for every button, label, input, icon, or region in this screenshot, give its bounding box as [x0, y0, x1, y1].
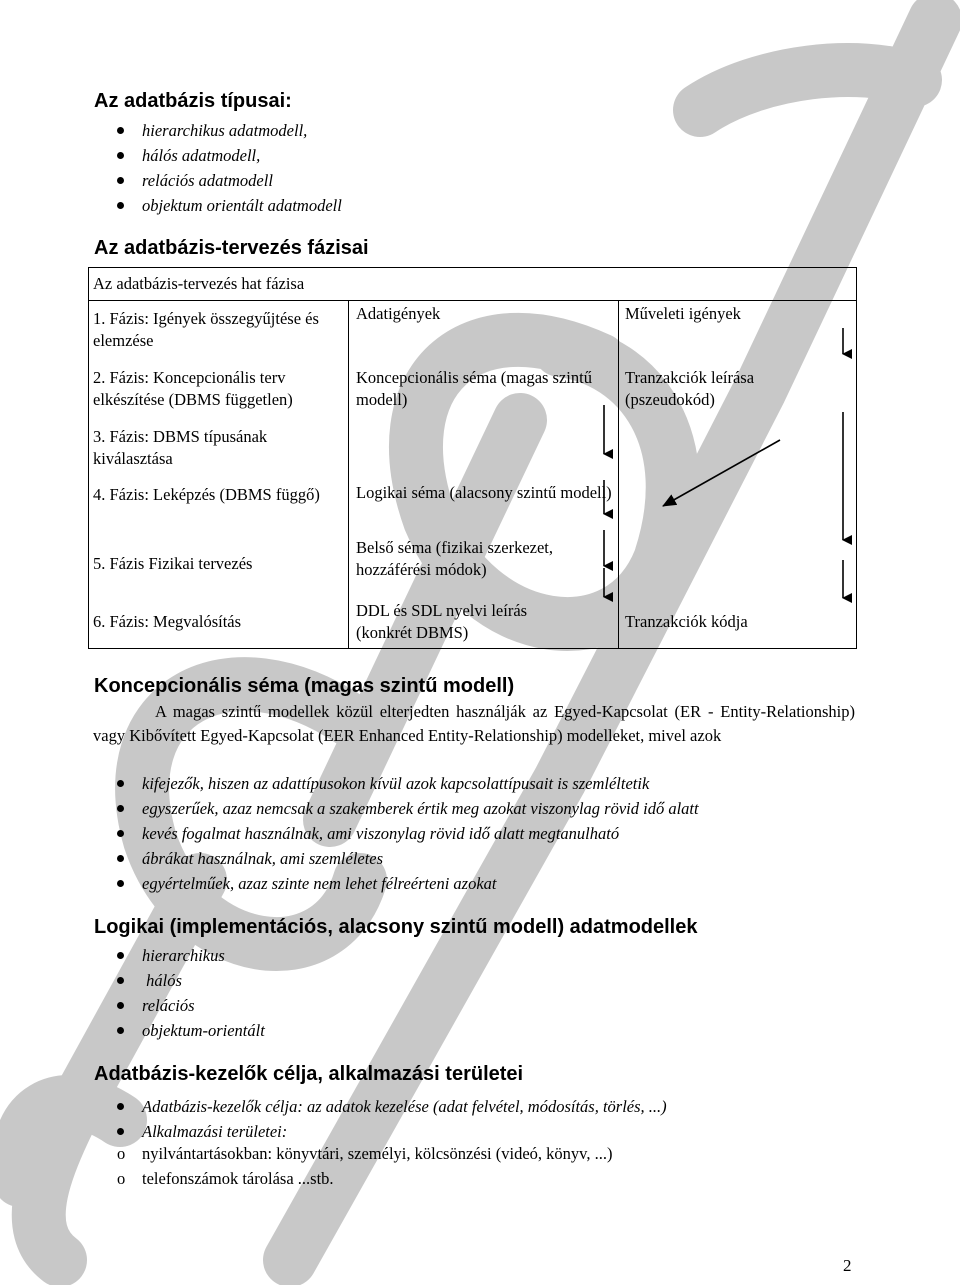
list-item: Adatbázis-kezelők célja: az adatok kezelése (adat felvétel, módosítás, törlés, ...) [95, 1094, 667, 1119]
list-item: hálós [95, 968, 265, 993]
phase-5: 5. Fázis Fizikai tervezés [93, 554, 253, 573]
transaction-description: Tranzakciók leírása (pszeudokód) [625, 368, 755, 409]
list-item: ábrákat használnak, ami szemléletes [95, 846, 699, 871]
phase-6: 6. Fázis: Megvalósítás [93, 612, 242, 631]
conceptual-schema: Koncepcionális séma (magas szintű modell) [356, 368, 592, 409]
conceptual-paragraph [93, 700, 855, 747]
internal-schema: Belső séma (fizikai szerkezet, hozzáférési módok) [356, 538, 553, 579]
list-item: hierarchikus adatmodell, [95, 118, 342, 143]
list-item: egyszerűek, azaz nemcsak a szakemberek értik meg azokat viszonylag rövid idő alatt [95, 796, 699, 821]
paragraph-text: A magas szintű modellek közül elterjedten használják az Egyed-Kapcsolat (ER - Entity-Relationship) vagy Kibővített Egyed-Kapcsolat (EER Enhanced Entity-Relationship) modelleket, mivel azok [93, 702, 855, 745]
operational-requirements: Műveleti igények [625, 304, 741, 323]
table-title: Az adatbázis-tervezés hat fázisa [93, 274, 305, 293]
list-item: objektum-orientált [95, 1018, 265, 1043]
heading-logikai-adatmodellek: Logikai (implementációs, alacsony szintű modell) adatmodellek [94, 916, 698, 938]
list-item: objektum orientált adatmodell [95, 193, 342, 218]
list-item: relációs adatmodell [95, 168, 342, 193]
list-item: o telefonszámok tárolása ...stb. [95, 1166, 612, 1191]
list-item: kevés fogalmat használnak, ami viszonylag rövid idő alatt megtanulható [95, 821, 699, 846]
dbms-purpose-list [95, 1094, 667, 1144]
list-item: kifejezők, hiszen az adattípusokon kívül azok kapcsolattípusait is szemléltetik [95, 771, 699, 796]
heading-adatbazis-tipusai: Az adatbázis típusai: [94, 90, 292, 112]
heading-koncepcionalis-sema: Koncepcionális séma (magas szintű modell) [94, 675, 515, 697]
transaction-code: Tranzakciók kódja [625, 612, 748, 631]
list-item: hálós adatmodell, [95, 143, 342, 168]
phase-1: 1. Fázis: Igények összegyűjtése és elemzése [93, 309, 319, 350]
phase-3: 3. Fázis: DBMS típusának kiválasztása [93, 427, 268, 468]
data-requirements: Adatigények [356, 304, 441, 323]
phase-2: 2. Fázis: Koncepcionális terv elkészítése (DBMS független) [93, 368, 293, 409]
list-item: o nyilvántartásokban: könyvtári, személyi, kölcsönzési (videó, könyv, ...) [95, 1141, 612, 1166]
list-item: egyértelműek, azaz szinte nem lehet félreérteni azokat [95, 871, 699, 896]
heading-adatbazis-kezelok: Adatbázis-kezelők célja, alkalmazási területei [94, 1063, 524, 1085]
list-item: hierarchikus [95, 943, 265, 968]
logical-schema: Logikai séma (alacsony szintű modell) [356, 483, 612, 502]
application-areas-list [95, 1141, 612, 1191]
ddl-sdl: DDL és SDL nyelvi leírás (konkrét DBMS) [356, 601, 528, 642]
arrow-diagonal [663, 440, 780, 506]
logical-models-list [95, 943, 265, 1043]
list-item: relációs [95, 993, 265, 1018]
phase-4: 4. Fázis: Leképzés (DBMS függő) [93, 485, 320, 504]
heading-tervezes-fazisai: Az adatbázis-tervezés fázisai [94, 237, 369, 259]
list-item: Alkalmazási területei: [95, 1119, 667, 1144]
page-number: 2 [843, 1256, 852, 1275]
conceptual-features-list [95, 771, 699, 896]
